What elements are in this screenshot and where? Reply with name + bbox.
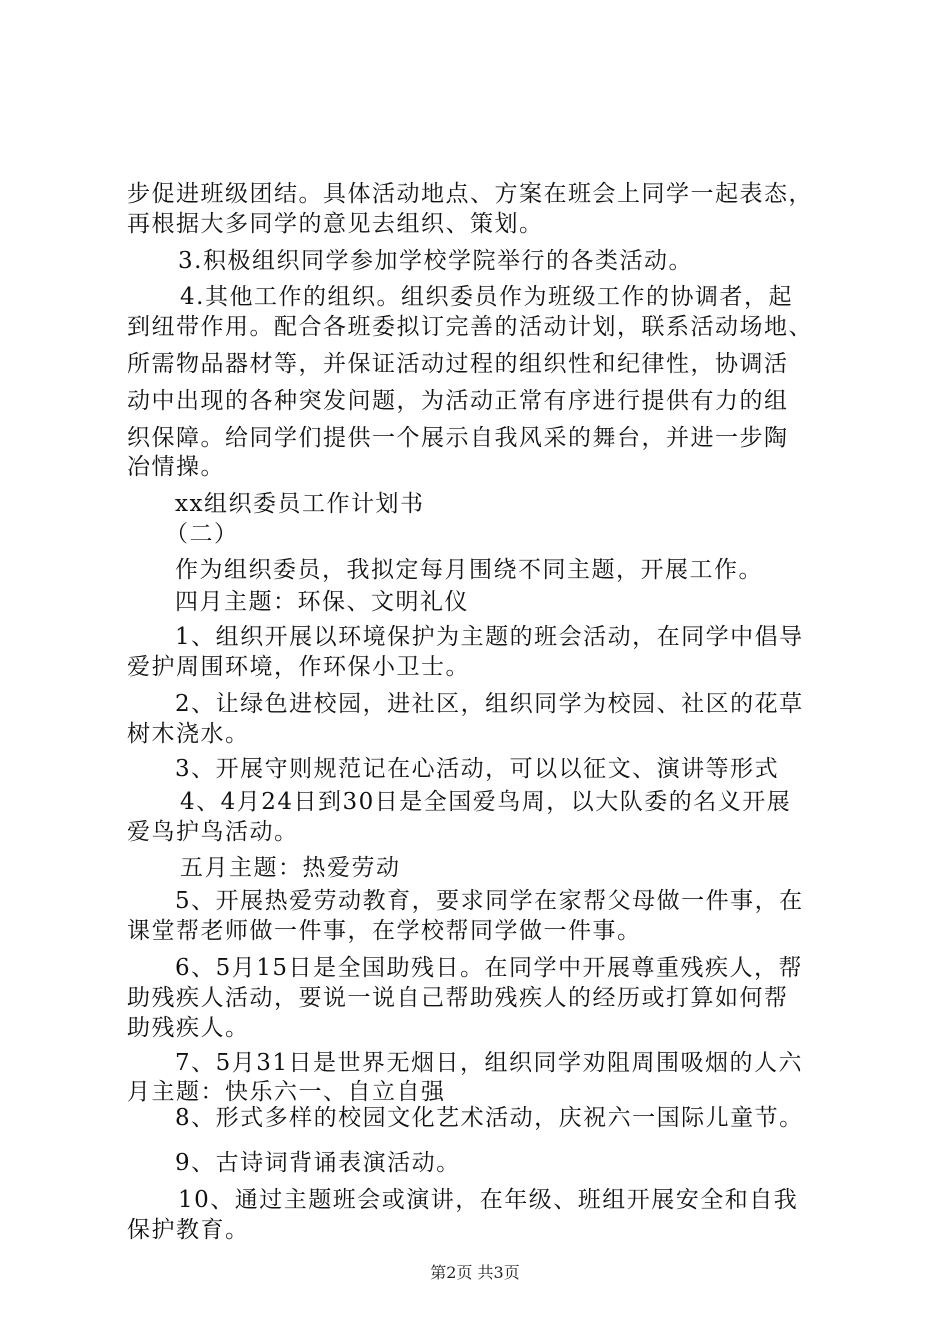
text-line: 保护教育。 [127, 1217, 250, 1243]
text-line: 5、开展热爱劳动教育，要求同学在家帮父母做一件事，在 [175, 888, 804, 915]
section-number: （二） [165, 521, 239, 548]
text-line: 8、形式多样的校园文化艺术活动，庆祝六一国际儿童节。 [175, 1104, 804, 1131]
text-line: 织保障。给同学们提供一个展示自我风采的舞台，并进一步陶 [127, 424, 789, 451]
month-theme-heading: 四月主题：环保、文明礼仪 [175, 589, 469, 616]
month-theme-heading: 五月主题：热爱劳动 [180, 855, 401, 881]
text-line: 9、古诗词背诵表演活动。 [175, 1150, 461, 1177]
text-line: 2、让绿色进校园，进社区，组织同学为校园、社区的花草 [175, 691, 804, 718]
text-line: 冶情操。 [127, 454, 225, 481]
text-line: 树木浇水。 [127, 720, 250, 747]
text-line: 4.其他工作的组织。组织委员作为班级工作的协调者，起 [180, 284, 793, 311]
text-line: 助残疾人活动，要说一说自己帮助残疾人的经历或打算如何帮 [127, 984, 789, 1011]
text-line: 6、5月15日是全国助残日。在同学中开展尊重残疾人，帮 [175, 954, 804, 981]
text-line: 爱护周围环境，作环保小卫士。 [127, 654, 470, 681]
text-line: 到纽带作用。配合各班委拟订完善的活动计划，联系活动场地、 [127, 314, 813, 341]
text-line: 3、开展守则规范记在心活动，可以以征文、演讲等形式 [175, 755, 780, 782]
text-line: 步促进班级团结。具体活动地点、方案在班会上同学一起表态， [127, 181, 813, 207]
text-line: 1、组织开展以环境保护为主题的班会活动，在同学中倡导 [175, 624, 804, 651]
text-line: 爱鸟护鸟活动。 [127, 819, 299, 846]
text-line: 7、5月31日是世界无烟日，组织同学劝阻周围吸烟的人六 [175, 1049, 804, 1076]
text-line: 3.积极组织同学参加学校学院举行的各类活动。 [178, 247, 693, 274]
text-line: 所需物品器材等，并保证活动过程的组织性和纪律性，协调活 [127, 351, 789, 378]
text-line: 4、4月24日到30日是全国爱鸟周，以大队委的名义开展 [180, 789, 792, 816]
text-line: 月主题：快乐六一、自立自强 [127, 1079, 446, 1106]
document-subtitle: xx组织委员工作计划书 [175, 491, 425, 518]
text-line: 10、通过主题班会或演讲，在年级、班组开展安全和自我 [178, 1187, 799, 1214]
text-line: 作为组织委员，我拟定每月围绕不同主题，开展工作。 [175, 557, 763, 583]
text-line: 课堂帮老师做一件事，在学校帮同学做一件事。 [127, 918, 642, 945]
text-line: 动中出现的各种突发问题，为活动正常有序进行提供有力的组 [127, 387, 789, 414]
text-line: 助残疾人。 [127, 1014, 250, 1041]
text-line: 再根据大多同学的意见去组织、策划。 [127, 210, 544, 237]
page-number-footer: 第2页 共3页 [430, 1263, 520, 1282]
